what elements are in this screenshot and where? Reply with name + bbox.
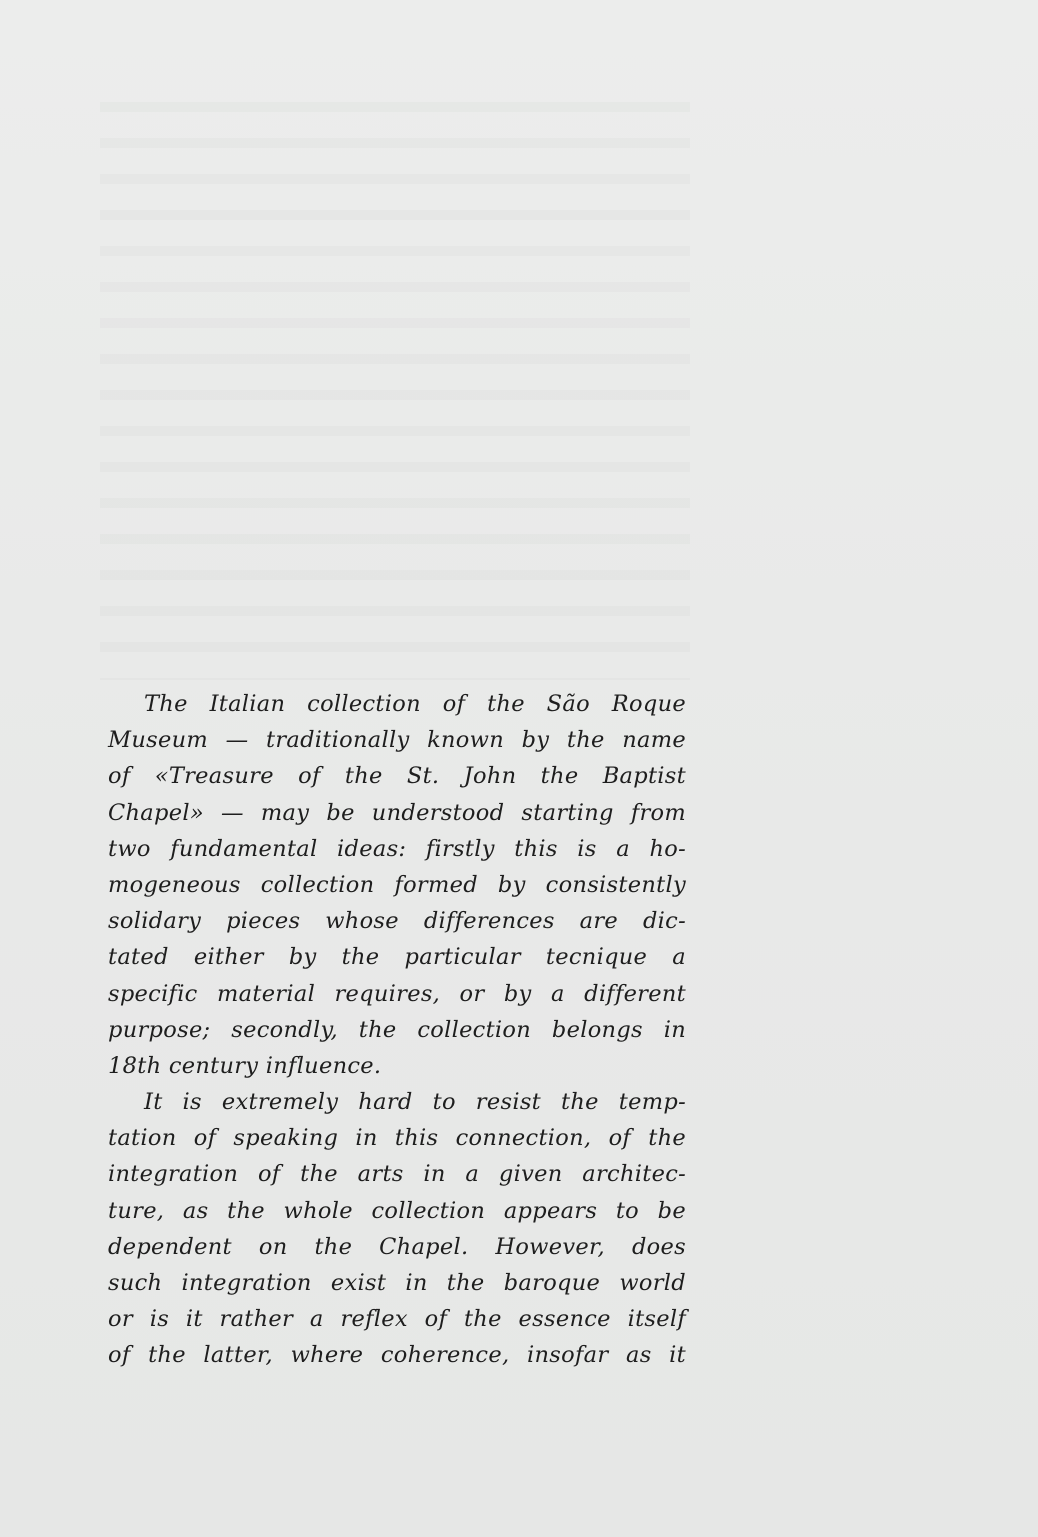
text-line: of the latter, where coherence, insofar as it: [108, 1342, 686, 1369]
text-line: dependent on the Chapel. However, does: [108, 1233, 686, 1260]
text-line: or is it rather a reflex of the essence itself: [108, 1306, 686, 1333]
text-line: mogeneous collection formed by consistently: [108, 871, 686, 898]
text-line: Museum — traditionally known by the name: [108, 727, 686, 754]
text-line: solidary pieces whose differences are dic-: [108, 908, 686, 935]
body-text: [108, 686, 686, 1374]
text-line: ture, as the whole collection appears to be: [108, 1197, 686, 1224]
text-line: purpose; secondly, the collection belongs in: [108, 1016, 686, 1043]
text-line: integration of the arts in a given architec-: [108, 1161, 686, 1188]
text-line: tation of speaking in this connection, of the: [108, 1125, 686, 1152]
text-line: Chapel» — may be understood starting from: [108, 799, 686, 826]
text-line: two fundamental ideas: firstly this is a ho-: [108, 835, 686, 862]
text-line: tated either by the particular tecnique a: [108, 944, 686, 971]
text-line: specific material requires, or by a different: [108, 980, 686, 1007]
text-line: 18th century influence.: [108, 1052, 382, 1079]
text-line: It is extremely hard to resist the temp-: [144, 1089, 686, 1116]
text-line: such integration exist in the baroque world: [108, 1270, 686, 1296]
paragraph-1: [108, 686, 686, 1084]
text-line: of «Treasure of the St. John the Baptist: [108, 763, 686, 790]
text-line: The Italian collection of the São Roque: [144, 691, 686, 717]
reverse-side-show-through: [100, 80, 690, 680]
paragraph-2: [108, 1084, 686, 1374]
